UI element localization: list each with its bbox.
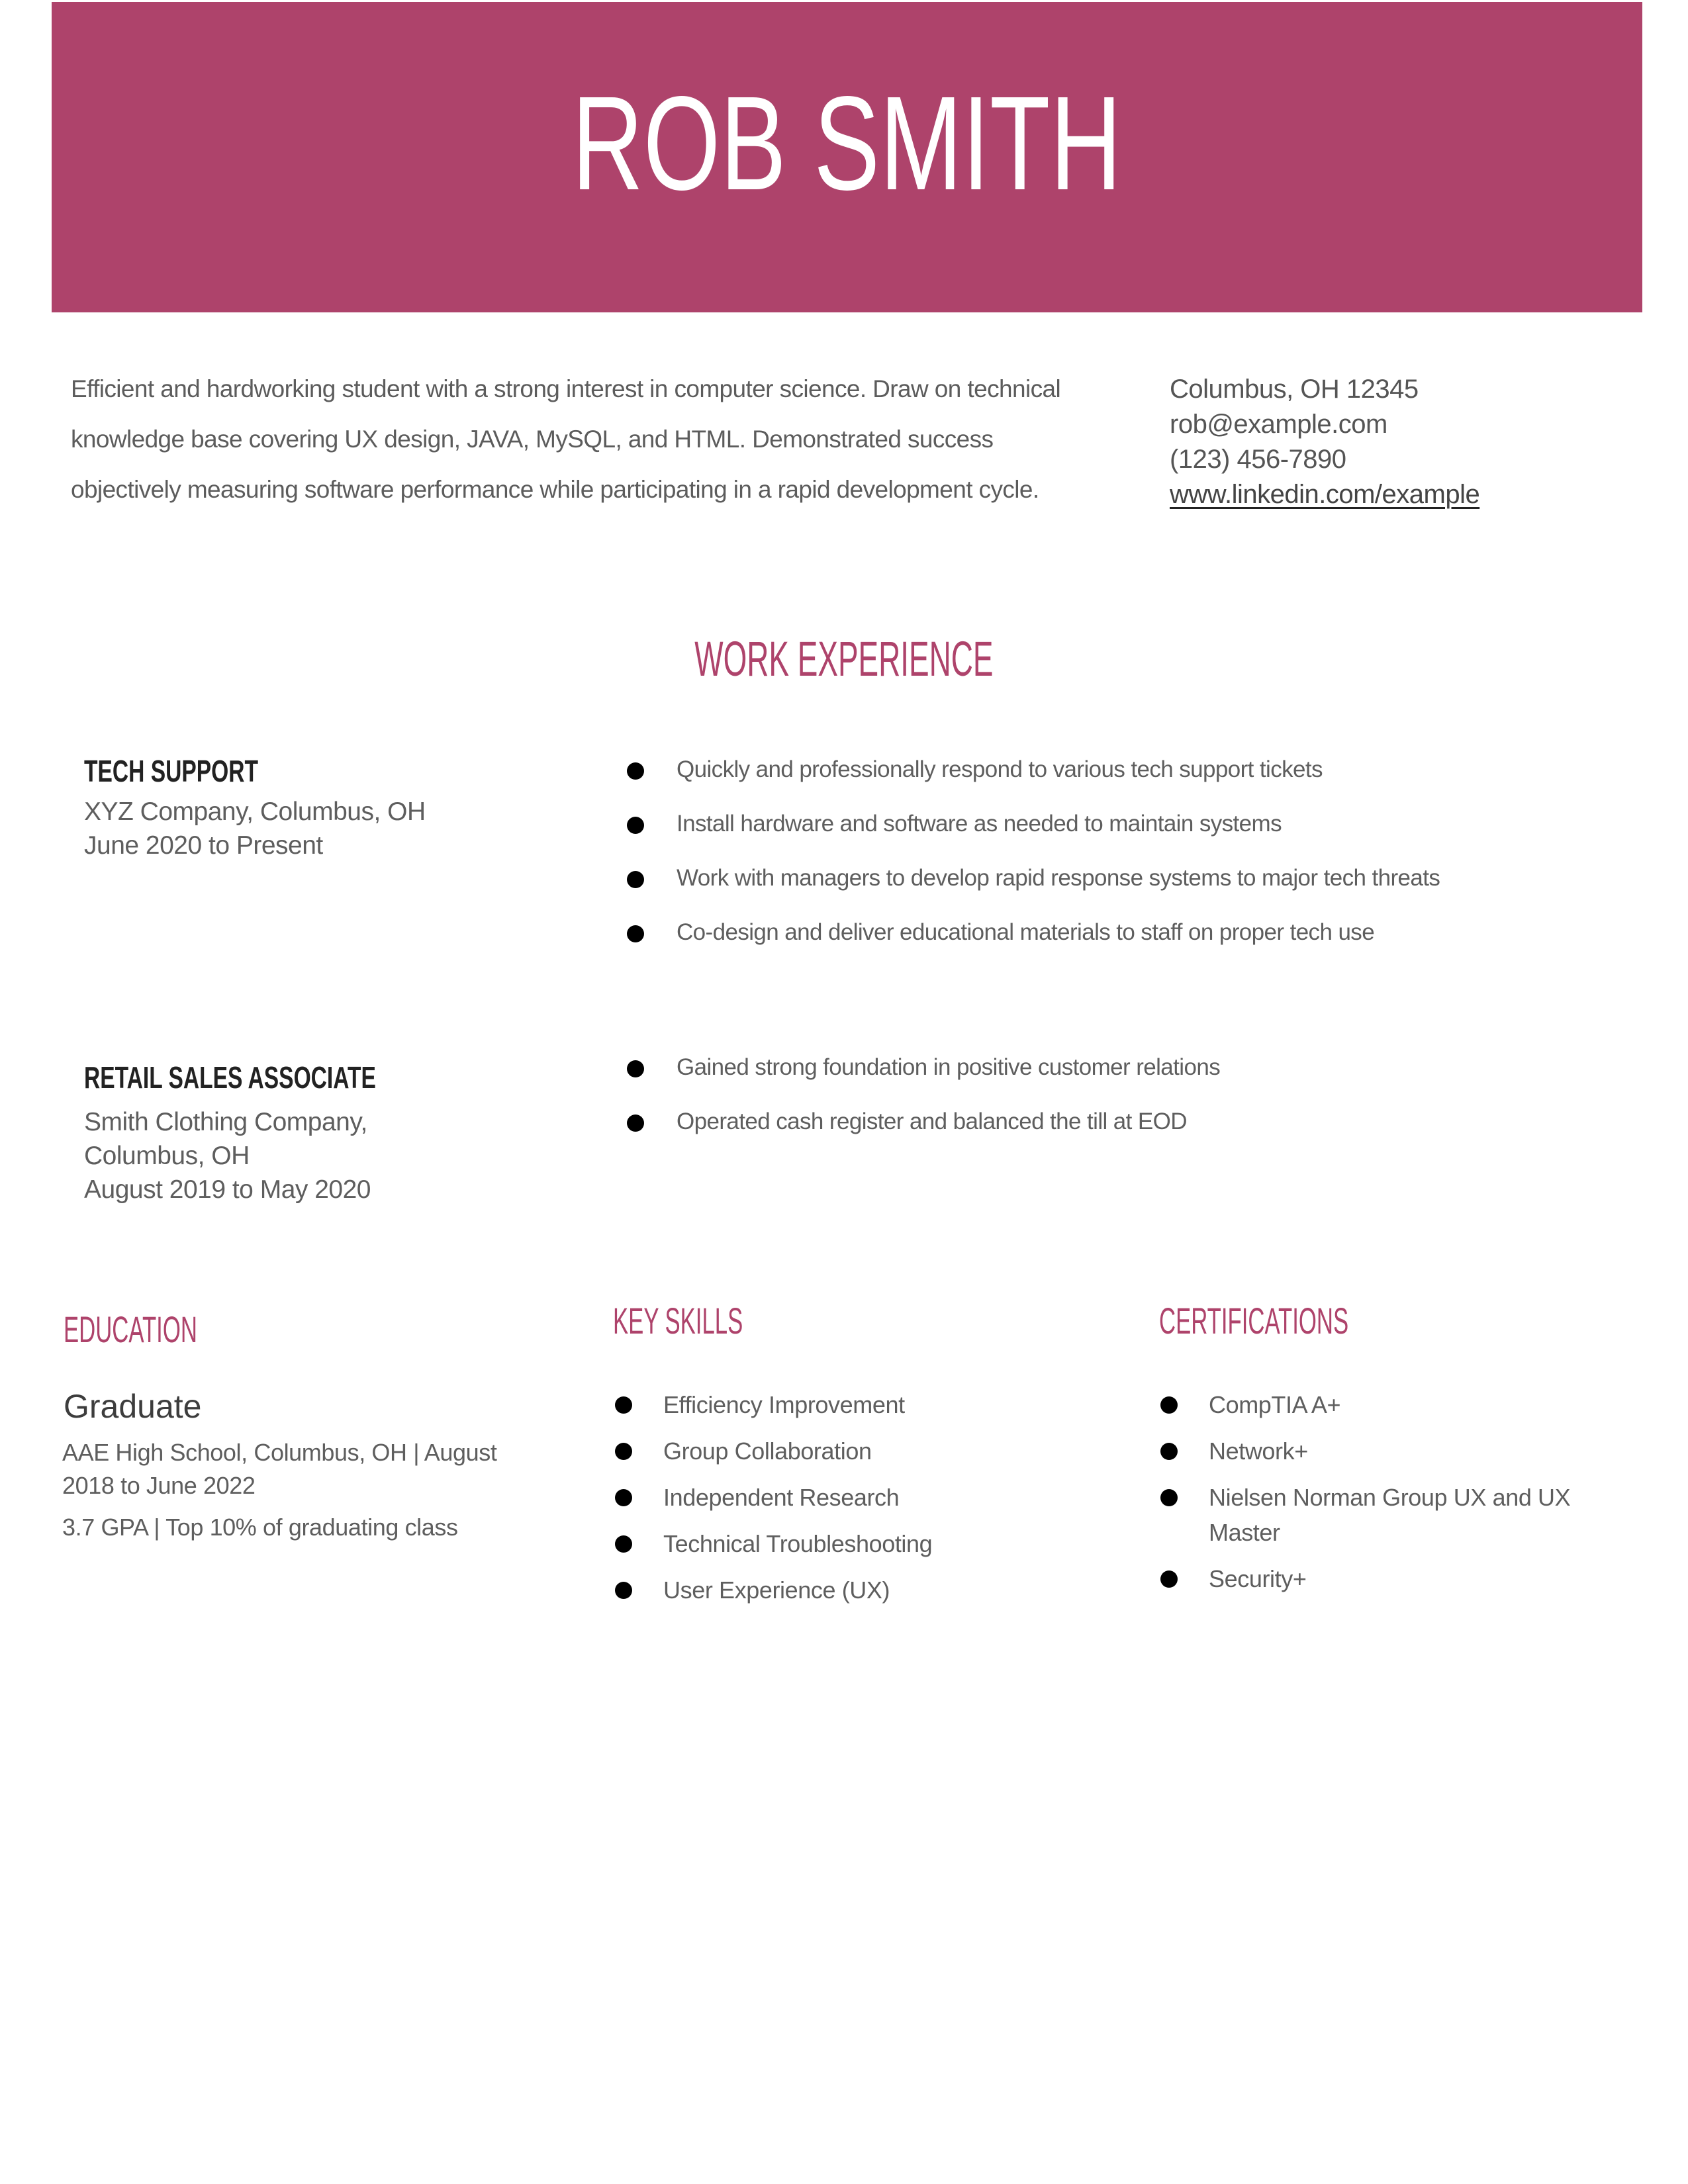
list-item: Efficiency Improvement	[615, 1387, 1078, 1422]
list-item: Gained strong foundation in positive customer relations	[627, 1040, 1220, 1095]
job-dates: June 2020 to Present	[84, 831, 323, 860]
list-item: CompTIA A+	[1160, 1387, 1611, 1422]
list-item: Technical Troubleshooting	[615, 1526, 1078, 1561]
list-item: Quickly and professionally respond to various tech support tickets	[627, 743, 1440, 797]
bullet-icon	[1160, 1443, 1178, 1460]
job-company: XYZ Company, Columbus, OH	[84, 797, 426, 826]
education-degree: Graduate	[64, 1388, 202, 1425]
job-title: RETAIL SALES ASSOCIATE	[84, 1060, 376, 1095]
bullet-icon	[1160, 1396, 1178, 1414]
job-company: Smith Clothing Company,	[84, 1108, 367, 1136]
list-item: Operated cash register and balanced the till at EOD	[627, 1095, 1220, 1149]
job-bullet-list	[627, 1040, 1220, 1149]
bullet-icon	[627, 762, 644, 780]
list-item: Nielsen Norman Group UX and UX Master	[1160, 1480, 1611, 1550]
bullet-icon	[1160, 1570, 1178, 1588]
contact-phone: (123) 456-7890	[1170, 445, 1346, 474]
job-company-block	[84, 795, 426, 862]
list-item: Co-design and deliver educational materials to staff on proper tech use	[627, 905, 1440, 960]
list-item: Network+	[1160, 1433, 1611, 1469]
list-item: Independent Research	[615, 1480, 1078, 1515]
bullet-icon	[615, 1443, 632, 1460]
work-experience-heading: WORK EXPERIENCE	[694, 631, 994, 686]
job-bullet-list	[627, 743, 1440, 960]
bullet-icon	[615, 1489, 632, 1506]
linkedin-link[interactable]: www.linkedin.com/example	[1170, 480, 1480, 509]
bullet-icon	[615, 1582, 632, 1599]
job-company-block	[84, 1105, 371, 1206]
candidate-name: ROB SMITH	[572, 68, 1122, 218]
certifications-list	[1160, 1387, 1611, 1608]
job-title: TECH SUPPORT	[84, 754, 259, 788]
skills-list	[615, 1387, 1078, 1619]
bullet-icon	[627, 1060, 644, 1077]
education-gpa: 3.7 GPA | Top 10% of graduating class	[62, 1514, 458, 1541]
contact-address: Columbus, OH 12345	[1170, 375, 1419, 404]
job-dates: August 2019 to May 2020	[84, 1175, 371, 1204]
education-school: AAE High School, Columbus, OH | August 2018 to June 2022	[62, 1439, 497, 1499]
bullet-icon	[1160, 1489, 1178, 1506]
bullet-icon	[615, 1396, 632, 1414]
contact-email[interactable]: rob@example.com	[1170, 410, 1387, 439]
header-band	[52, 2, 1642, 312]
key-skills-heading: KEY SKILLS	[613, 1300, 743, 1342]
list-item: Security+	[1160, 1561, 1611, 1596]
bullet-icon	[615, 1535, 632, 1553]
certifications-heading: CERTIFICATIONS	[1159, 1300, 1349, 1342]
list-item: Work with managers to develop rapid response systems to major tech threats	[627, 851, 1440, 905]
list-item: User Experience (UX)	[615, 1572, 1078, 1608]
education-heading: EDUCATION	[64, 1308, 197, 1350]
bullet-icon	[627, 1115, 644, 1132]
bullet-icon	[627, 817, 644, 834]
list-item: Install hardware and software as needed to maintain systems	[627, 797, 1440, 851]
bullet-icon	[627, 871, 644, 888]
contact-info	[1170, 372, 1479, 512]
job-company-location: Columbus, OH	[84, 1142, 250, 1170]
list-item: Group Collaboration	[615, 1433, 1078, 1469]
bullet-icon	[627, 925, 644, 942]
profile-summary: Efficient and hardworking student with a strong interest in computer science. Draw on technical knowledge base covering UX design, JAVA, MySQL, and HTML. Demonstrated success objectively measuring software performance while participating in a rapid development cycle.	[71, 375, 1061, 503]
